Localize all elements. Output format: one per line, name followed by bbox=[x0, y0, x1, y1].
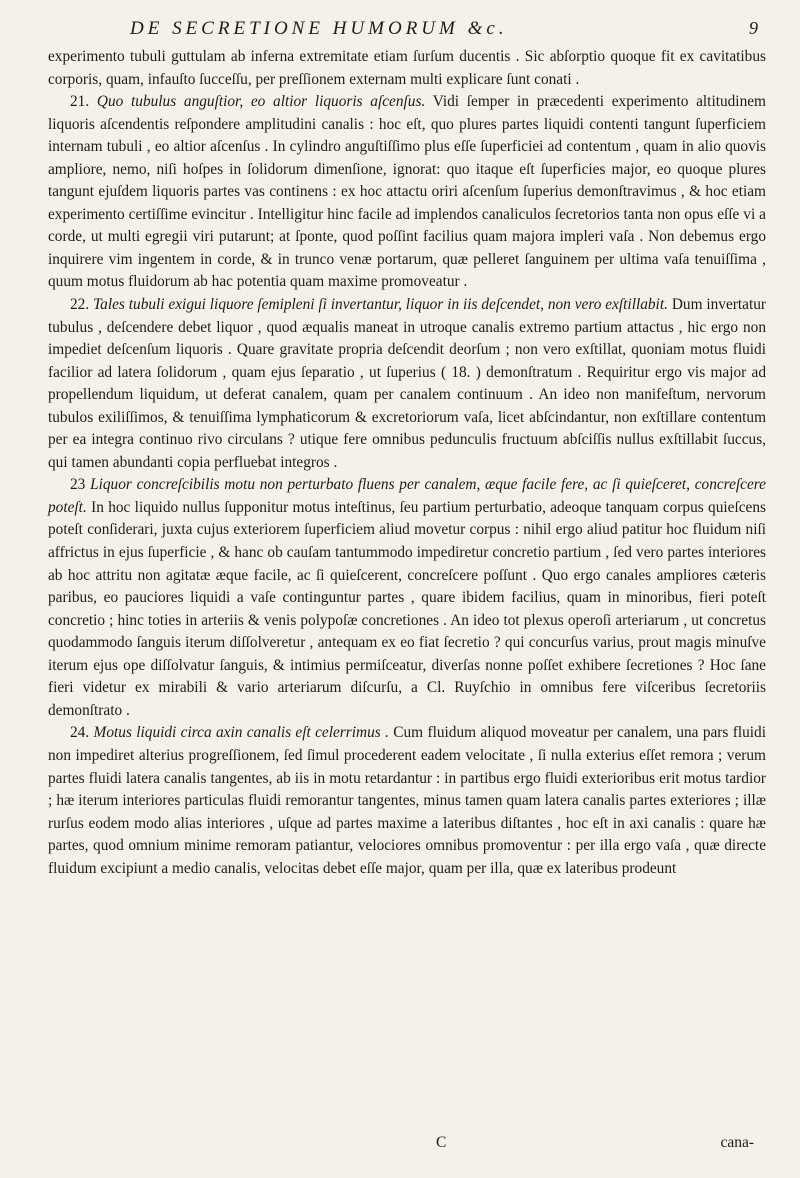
signature-mark: C bbox=[436, 1134, 447, 1151]
paragraph-text: Dum invertatur tubulus , deſcendere debet liquor , quod æqualis maneat in utroque canalis extremo partium attactus , hic ergo non impediet deſcenſum liquoris . Quare gravitate propria deſcendit deorſum ; non vero exſtillat, quoniam motus fluidi facilior ad latera ſolidorum , quam ejus ſeparatio , ut ſuperius ( 18. ) demonſtratum . Requiritur ergo vis major ad propellendum liquidum, ut deferat canalem, quam per canalem continuum . An ideo non manifeſtum, nervorum tubulos exiliſſimos, & tenuiſſima lymphaticorum & excretoriorum vaſa, licet abſcindantur, non exſtillare contentum per ea integra continuo rivo circulans ? utique fere omnibus pedunculis fructuum abſciſſis nullus exſtillabit ſuccus, qui tamen abundanti copia perfluebat integros . bbox=[48, 296, 767, 471]
page-number: 9 bbox=[749, 18, 758, 38]
paragraph-24 bbox=[48, 722, 766, 880]
paragraph-number: 21. bbox=[70, 93, 90, 111]
paragraph-text: Cum fluidum aliquod moveatur per canalem, una pars fluidi non impediret alterius progreſſionem, ſed ſimul procederent eadem velocitate , ſi nulla exterius eſſet remora ; verum partes fluidi latera canalis tangentes, ab iis in motu retardantur : in partibus ergo fluidi exterioribus erit motus tardior ; hæ iterum interiores particulas fluidi remorantur tangentes, minus tamen quam latera canalis partes exteriores ; illæ rurſus eodem modo alias interiores , uſque ad partes maxime a lateribus diſtantes , hoc eſt in axi canalis : quare hæ partes, quod omnium minime remoram patiantur, velociores omnibus promoventur : per illa ergo vaſa , quæ directe fluidum excipiunt a medio canalis, velocitas debet eſſe major, quam per illa, quæ ex lateribus prodeunt bbox=[48, 724, 766, 877]
paragraph-heading: Tales tubuli exigui liquore ſemipleni ſi invertantur, liquor in iis deſcendet, non vero exſtillabit. bbox=[93, 296, 668, 314]
paragraph-text: Vidi ſemper in præcedenti experimento altitudinem liquoris aſcendentis reſpondere amplitudini canalis : hoc eſt, quo plures partes liquidi contenti tangunt ſuperficiem internam tubuli , eo altior aſcenſus . In cylindro anguſtiſſimo plus eſſe ſuperficiei ad contentum , quam in alio quovis ampliore, nemo, niſi hoſpes in ſolidorum dimenſione, ignorat: quo itaque eſt ſuperficies major, eo quoque plures tangunt ejuſdem liquoris partes vas continens : ex hoc attactu oriri aſcenſum ſuperius demonſtravimus , & hoc etiam experimento certiſſime evincitur . Intelligitur hinc facile ad implendos canaliculos ſecretorios tanta non opus eſſe vi a corde, ut multi egregii viri putarunt; at ſponte, quod poſſint facilius quam majora impleri vaſa . Non debemus ergo inquirere vim ingentem in corde, & in trunco venæ portarum, quæ pelleret ſanguinem per ultima vaſa tenuiſſima , quum motus fluidorum ab hac potentia quam maxime promoveatur . bbox=[48, 93, 766, 291]
paragraph-heading: Quo tubulus anguſtior, eo altior liquoris aſcenſus. bbox=[96, 93, 426, 111]
paragraph-number: 23 bbox=[70, 476, 86, 494]
running-title: DE SECRETIONE HUMORUM &c. bbox=[130, 18, 508, 39]
paragraph-number: 24. bbox=[70, 724, 90, 742]
paragraph-heading: Liquor concreſcibilis motu non perturbato fluens per canalem, æque facile fere, ac ſi quieſceret, concreſcere poteſt. bbox=[48, 476, 766, 516]
page-footer bbox=[0, 1134, 800, 1158]
paragraph-text: In hoc liquido nullus ſupponitur motus inteſtinus, ſeu partium perturbatio, adeoque tanquam corpus quieſcens poteſt conſiderari, juxta cujus exteriorem ſuperficiem aliud movetur corpus : nihil ergo aliud patitur hoc fluidum niſi affrictus in ejus ſuperficie , & hanc ob cauſam tantummodo impediretur concretio partium , ſed vero partes interiores ab hoc attritu non agitatæ æque facile, ac ſi quieſcerent, concreſcere poſſunt . Quo ergo canales ampliores cæteris paribus, eo pauciores liquidi a vaſe continguntur partes , quare ibidem facilius, quam in minoribus, fieri poteſt concretio ; hinc toties in arteriis & venis polypoſæ concretiones . An ideo tot plexus operoſi arteriarum , ut concretus quodammodo ſanguis iterum diſſolveretur , antequam ex eo fiat ſecretio ? qui concurſus varius, prout magis minuſve iterum ejus ope diſſolvatur ſanguis, & intimius permiſceatur, diverſas nonne poſſet exhibere ſecretiones ? Hoc ſane fieri videtur ex mirabili & vario arteriarum diſcurſu, a Cl. Ruyſchio in omnibus fere viſceribus ſecretoriis demonſtrato . bbox=[48, 498, 766, 719]
running-head bbox=[48, 18, 766, 44]
paragraph-text: experimento tubuli guttulam ab inferna extremitate etiam ſurſum ducentis . Sic abſorptio quoque fit ex cavitatibus corporis, quam, infauſto ſucceſſu, per preſſionem externam multi explicare ſunt conati . bbox=[48, 48, 766, 88]
paragraph-number: 22. bbox=[70, 296, 90, 314]
paragraph-23 bbox=[48, 474, 766, 722]
catchword: cana- bbox=[720, 1134, 754, 1151]
paragraph-22 bbox=[48, 294, 766, 474]
paragraph-continuation bbox=[48, 46, 766, 91]
body-text bbox=[48, 46, 766, 880]
paragraph-21 bbox=[48, 91, 766, 294]
paragraph-heading: Motus liquidi circa axin canalis eſt celerrimus . bbox=[93, 724, 389, 742]
